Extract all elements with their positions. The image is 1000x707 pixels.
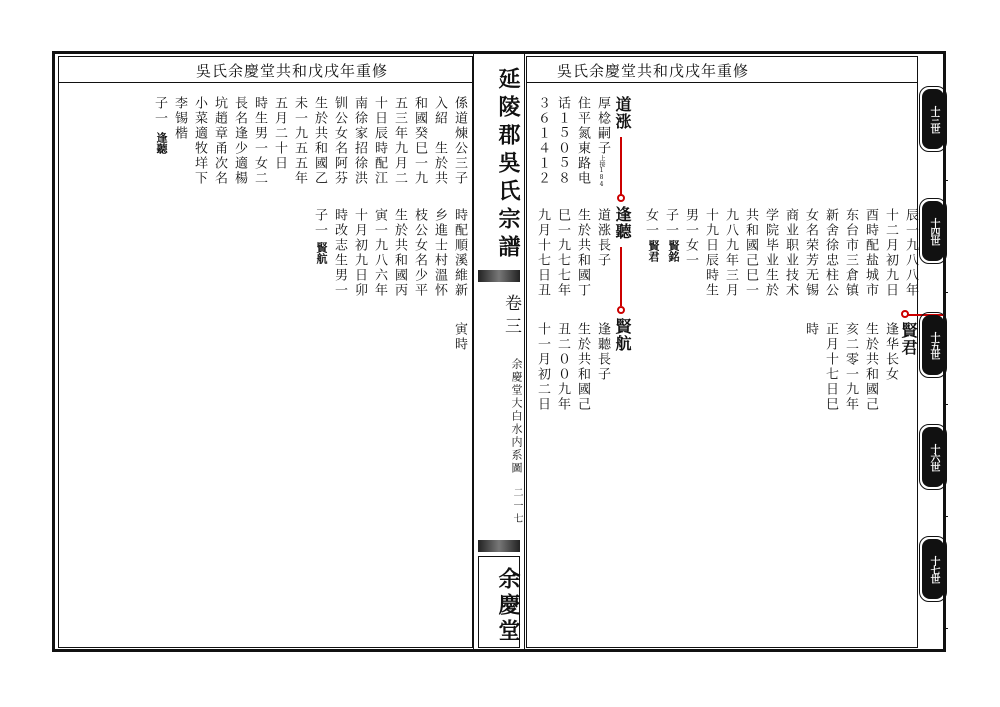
text-column: 新舍徐忠柱公: [823, 208, 838, 298]
child-name: 逢聽: [155, 132, 168, 154]
generation-tab-15[interactable]: 十五世: [922, 315, 944, 375]
text-column: 寅一九八六年: [372, 208, 387, 298]
text-column: 生於共和國丙: [392, 208, 407, 298]
text-column: 十一月初二日: [535, 322, 550, 412]
text-column: 子一: [152, 96, 167, 126]
left-header-rule: [58, 82, 473, 83]
person-name-fengting: 逢聽: [613, 206, 632, 240]
child-name: 賢君: [647, 240, 660, 262]
text-column: 十月初九日卯: [352, 208, 367, 298]
person-name-xianjun: 賢君: [899, 322, 918, 356]
text-column: 十日辰時配江: [372, 96, 387, 186]
text-column: 正月十七日巳: [823, 322, 838, 412]
person-name-daozhang: 道涨: [613, 96, 632, 130]
text-column: 丑二００九年: [555, 322, 570, 412]
genealogy-title: 延陵郡吳氏宗譜: [495, 67, 521, 263]
text-column: 十二月初九日: [883, 208, 898, 298]
person-name-xianhang: 賢航: [613, 318, 632, 352]
text-column: 辰一九八八年: [903, 208, 918, 298]
generation-tab-17[interactable]: 十七世: [922, 539, 944, 599]
lineage-node: [617, 194, 625, 202]
page-number: 二一七: [511, 486, 522, 526]
child-name: 賢銘: [667, 240, 680, 262]
cross-reference-note: 上接184: [598, 155, 605, 188]
text-column: 乡進士村溫怀: [432, 208, 447, 298]
text-column: 学院毕业生於: [763, 208, 778, 298]
generation-tab-14[interactable]: 十四世: [922, 201, 944, 261]
lineage-node: [617, 306, 625, 314]
left-header: 吳氏余慶堂共和戊戌年重修: [196, 62, 389, 80]
right-header: 吳氏余慶堂共和戊戌年重修: [557, 62, 750, 80]
edge-tick: [944, 404, 948, 405]
spine-right-border: [524, 51, 525, 652]
text-column: 坑趙章甬次名: [212, 96, 227, 186]
text-column: 生於共和國乙: [312, 96, 327, 186]
spine-bar-bottom: [478, 540, 520, 552]
text-column: 時生男一女二: [252, 96, 267, 186]
text-column: 厚棯嗣子: [595, 96, 610, 156]
text-column: 共和國己巳一: [743, 208, 758, 298]
text-column: 小菜適牧垟下: [192, 96, 207, 186]
text-column: 子一: [663, 208, 678, 238]
edge-tick: [944, 516, 948, 517]
edge-tick: [944, 628, 948, 629]
spine-bar-top: [478, 270, 520, 282]
lineage-node: [901, 310, 909, 318]
text-column: 入紹 生於共: [432, 96, 447, 186]
text-column: 逢华长女: [883, 322, 898, 382]
generation-tab-13[interactable]: 十三世: [922, 89, 944, 149]
text-column: ３６１４１２: [535, 96, 550, 186]
text-column: 酉時配盐城市: [863, 208, 878, 298]
text-column: 十九日辰時生: [703, 208, 718, 298]
text-column: 生於共和國己: [575, 322, 590, 412]
text-column: 長名逢少適楊: [232, 96, 247, 186]
text-column: 商业职业技术: [783, 208, 798, 298]
text-column: 寅時: [452, 322, 467, 352]
text-column: 子一: [312, 208, 327, 238]
generation-tab-16[interactable]: 十六世: [922, 427, 944, 487]
text-column: 生於共和國丁: [575, 208, 590, 298]
text-column: 亥二零一九年: [843, 322, 858, 412]
text-column: 時改志生男一: [332, 208, 347, 298]
text-column: 和國癸巳一九: [412, 96, 427, 186]
text-column: 巳一九七七年: [555, 208, 570, 298]
text-column: 生於共和國己: [863, 322, 878, 412]
text-column: 钏公女名阿芬: [332, 96, 347, 186]
text-column: 住平氮東路电: [575, 96, 590, 186]
right-header-rule: [526, 82, 918, 83]
lineage-line: [620, 137, 622, 195]
text-column: 五月二十日: [272, 96, 287, 171]
text-column: 未一九五五年: [292, 96, 307, 186]
text-column: 逢聽長子: [595, 322, 610, 382]
volume-label: 卷三: [501, 294, 521, 340]
section-label: 余慶堂大白水内系圖: [510, 357, 523, 475]
child-name: 賢航: [315, 242, 328, 264]
text-column: 時配順溪維新: [452, 208, 467, 298]
text-column: 道涨長子: [595, 208, 610, 268]
text-column: 時: [803, 322, 818, 337]
text-column: 男一女一: [683, 208, 698, 268]
text-column: 李锡楷: [172, 96, 187, 141]
text-column: 係道煉公三子: [452, 96, 467, 186]
text-column: 九八九年三月: [723, 208, 738, 298]
edge-tick: [944, 292, 948, 293]
text-column: 女一: [643, 208, 658, 238]
text-column: 女名荣芳无锡: [803, 208, 818, 298]
text-column: 九月十七日丑: [535, 208, 550, 298]
text-column: 枝公女名少平: [412, 208, 427, 298]
lineage-line: [620, 247, 622, 306]
text-column: 东台市三倉镇: [843, 208, 858, 298]
hall-label: 余慶堂: [495, 567, 521, 645]
text-column: 南徐家招徐洪: [352, 96, 367, 186]
text-column: 话１５０５８: [555, 96, 570, 186]
edge-tick: [944, 180, 948, 181]
text-column: 五三年九月二: [392, 96, 407, 186]
